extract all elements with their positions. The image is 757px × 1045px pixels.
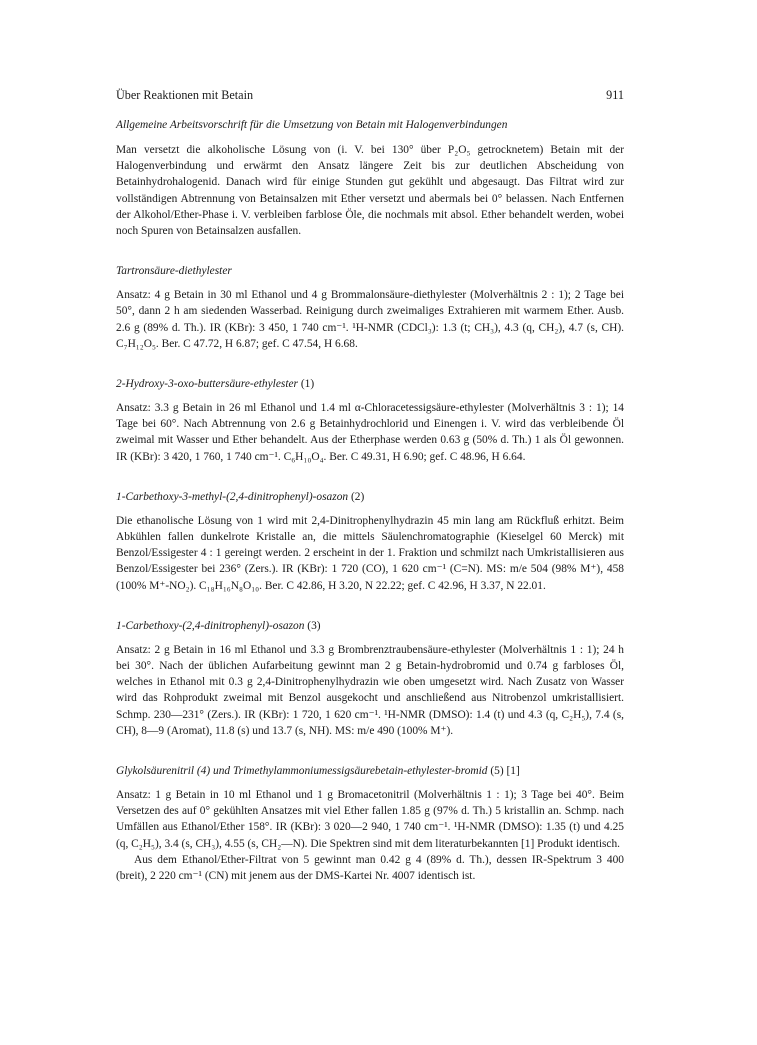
section-paragraph: Ansatz: 3.3 g Betain in 26 ml Ethanol und 1.4 ml α-Chloracetessigsäure-ethylester (Molverhältnis 3 : 1); 14 Tage bei 60°. Nach Abtrennung von 2.6 g Betainhydrochlorid und Einengen i. V. wird das verbleibende Öl zweimal mit Wasser und Ether behandelt. Aus der Etherphase werden 0.63 g (50% d. Th.) 1 als Öl gewonnen. IR (KBr): 3 420, 1 760, 1 740 cm⁻¹. C₆H₁₀O₄. Ber. C 49.31, H 6.90; gef. C 48.96, H 6.64. — [116, 402, 624, 463]
section-title: Glykolsäurenitril (4) und Trimethylammoniumessigsäurebetain-ethylester-bromid — [116, 765, 488, 778]
running-title: Über Reaktionen mit Betain — [116, 88, 254, 102]
section-title: 2-Hydroxy-3-oxo-buttersäure-ethylester — [116, 378, 298, 391]
compound-number: (1) — [300, 378, 315, 391]
section-paragraph: Ansatz: 2 g Betain in 16 ml Ethanol und 3.3 g Brombrenztraubensäure-ethylester (Molverhältnis 1 : 1); 24 h bei 30°. Nach der üblichen Aufarbeitung gewinnt man 2 g Betain-hydrobromid und 0.74 g farbloses Öl, welches in Ethanol mit 0.3 g 2,4-Dinitrophenylhydrazin wie oben umgesetzt wird. Nach Zusatz von Wasser wird das Rohprodukt zweimal mit Benzol ausgekocht und anschließend aus Nitrobenzol umkristallisiert. Schmp. 230—231° (Zers.). IR (KBr): 1 720, 1 620 cm⁻¹. ¹H-NMR (DMSO): 1.4 (t) und 4.3 (q, C₂H₅), 7.4 (s, CH), 8—9 (Aromat), 11.8 (s) und 13.7 (s, NH). MS: m/e 490 (100% M⁺). — [116, 643, 624, 737]
general-procedure-heading: Allgemeine Arbeitsvorschrift für die Umsetzung von Betain mit Halogenverbindungen — [116, 119, 508, 131]
section-heading — [116, 378, 624, 390]
section-paragraph: Die ethanolische Lösung von 1 wird mit 2,4-Dinitrophenylhydrazin 45 min lang am Rückfluß erhitzt. Beim Abkühlen fallen dunkelrote Kristalle an, die mittels Säulenchromatographie (Kieselgel 60 Merck) mit Benzol/Essigester 4 : 1 gereingt werden. 2 erscheint in der 1. Fraktion und schmilzt nach Umkristallisieren aus Benzol/Essigester bei 236° (Zers.). IR (KBr): 1 720 (CO), 1 620 cm⁻¹ (C=N). MS: m/e 504 (98% M⁺), 458 (100% M⁺-NO₂). C₁₈H₁₆N₈O₁₀. Ber. C 42.86, H 3.20, N 22.22; gef. C 42.96, H 3.37, N 22.01. — [116, 514, 624, 592]
section-compound-3 — [116, 620, 624, 739]
section-paragraph: Ansatz: 1 g Betain in 10 ml Ethanol und 1 g Bromacetonitril (Molverhältnis 1 : 1); 3 Tage bei 40°. Beim Versetzen des auf 0° gekühlten Ansatzes mit viel Ether fallen 1.85 g (97% d. Th.) 5 kristallin an. Schmp. nach Umfällen aus Ethanol/Ether 158°. IR (KBr): 3 020—2 940, 1 740 cm⁻¹. ¹H-NMR (DMSO): 1.35 (t) und 4.25 (q, C₂H₅), 3.4 (s, CH₃), 4.55 (s, CH₂—N). Die Spektren sind mit dem literaturbekannten [1] Produkt identisch. — [116, 789, 624, 850]
section-heading — [116, 765, 624, 777]
general-procedure-text: Man versetzt die alkoholische Lösung von (i. V. bei 130° über P₂O₅ getrocknetem) Betain mit der Halogenverbindung und erwärmt den Ansatz längere Zeit bis zur deutlichen Abscheidung von Betainhydrohalogenid. Danach wird für einige Stunden gut gekühlt und abgesaugt. Das Filtrat wird zur vollständigen Abtrennung von Betainsalzen mit Ether versetzt und abermals bei 0° belassen. Nach Entfernen der Alkohol/Ether-Phase i. V. verbleiben farblose Öle, die nochmals mit absol. Ether behandelt werden, wobei noch Spuren von Betainsalzen ausfallen. — [116, 144, 624, 238]
compound-number: (3) — [307, 619, 321, 632]
section-title: 1-Carbethoxy-(2,4-dinitrophenyl)-osazon — [116, 619, 305, 632]
section-compound-4-5 — [116, 765, 624, 884]
section-compound-1 — [116, 378, 624, 465]
journal-page — [116, 88, 624, 884]
compound-number: (5) [1] — [490, 765, 520, 778]
section-paragraph: Aus dem Ethanol/Ether-Filtrat von 5 gewinnt man 0.42 g 4 (89% d. Th.), dessen IR-Spektrum 3 400 (breit), 2 220 cm⁻¹ (CN) mit jenem aus der DMS-Kartei Nr. 4007 identisch ist. — [116, 853, 624, 883]
section-tartronsaeure — [116, 265, 624, 352]
section-heading — [116, 491, 624, 503]
section-title: 1-Carbethoxy-3-methyl-(2,4-dinitrophenyl)-osazon — [116, 490, 349, 503]
section-compound-2 — [116, 491, 624, 594]
section-title: Tartronsäure-diethylester — [116, 265, 232, 278]
page-header — [116, 88, 624, 103]
page-number: 911 — [606, 88, 624, 102]
section-heading — [116, 620, 624, 632]
section-heading — [116, 265, 624, 277]
compound-number: (2) — [350, 490, 365, 503]
section-paragraph: Ansatz: 4 g Betain in 30 ml Ethanol und 4 g Brommalonsäure-diethylester (Molverhältnis 2 : 1); 2 Tage bei 50°, dann 2 h am siedenden Wasserbad. Reinigung durch zweimaliges Extrahieren mit warmem Ether. Ausb. 2.6 g (89% d. Th.). IR (KBr): 3 450, 1 740 cm⁻¹. ¹H-NMR (CDCl₃): 1.3 (t; CH₃), 4.3 (q, CH₂), 4.7 (s, CH). C₇H₁₂O₅. Ber. C 47.72, H 6.87; gef. C 47.54, H 6.68. — [116, 289, 624, 350]
